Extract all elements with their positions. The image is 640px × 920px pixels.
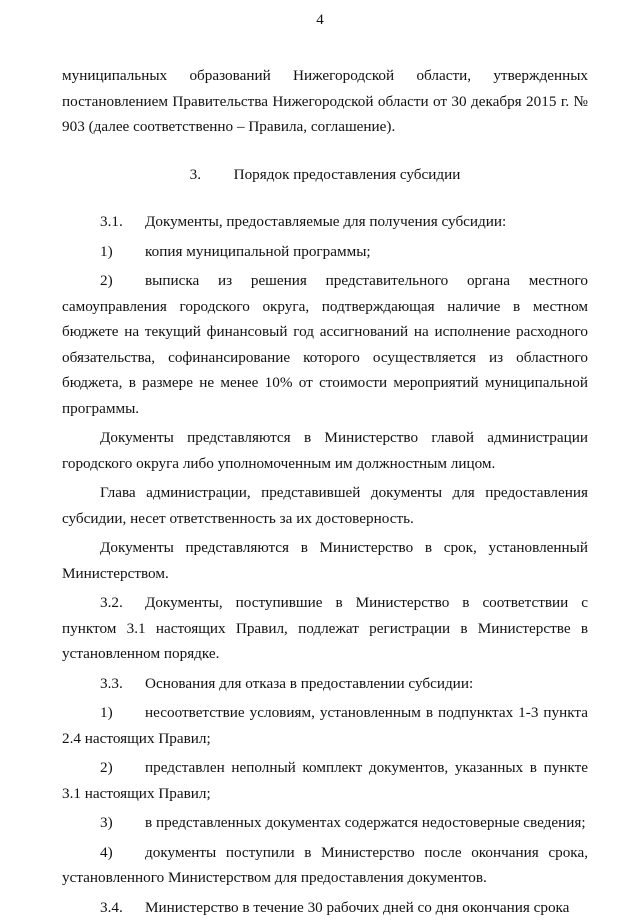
item-text: Документы, поступившие в Министерство в соответствии с пунктом 3.1 настоящих Правил, подлежат регистрации в Министерстве в установленном порядке.	[62, 590, 588, 667]
intro-paragraph: муниципальных образований Нижегородской области, утвержденных постановлением Правительства Нижегородской области от 30 декабря 2015 г. № 903 (далее соответственно – Правила, соглашение).	[62, 63, 588, 140]
item-number: 3.2.	[100, 590, 145, 616]
item-number: 3.1.	[100, 209, 145, 235]
item-text: выписка из решения представительного органа местного самоуправления городского округа, подтверждающая наличие в местном бюджете на текущий финансовый год ассигнований на исполнение расходного обязательства, софинансирование которого осуществляется из областного бюджета, в размере не менее 10% от стоимости мероприятий муниципальной программы.	[62, 268, 588, 421]
item-text: несоответствие условиям, установленным в подпунктах 1-3 пункта 2.4 настоящих Правил;	[62, 700, 588, 751]
paragraph-deadline: Документы представляются в Министерство в срок, установленный Министерством.	[62, 535, 588, 586]
list-item-3-1	[62, 209, 588, 235]
paragraph-documents-submitted: Документы представляются в Министерство главой администрации городского округа либо уполномоченным им должностным лицом.	[62, 425, 588, 476]
item-text: Документы, предоставляемые для получения субсидии:	[100, 209, 588, 235]
section-heading	[62, 162, 588, 188]
paragraph-head-responsibility: Глава администрации, представившей документы для предоставления субсидии, несет ответственность за их достоверность.	[62, 480, 588, 531]
item-text: представлен неполный комплект документов, указанных в пункте 3.1 настоящих Правил;	[62, 755, 588, 806]
item-number: 2)	[100, 755, 145, 781]
document-body	[62, 63, 588, 920]
item-text: Министерство в течение 30 рабочих дней со дня окончания срока	[62, 895, 588, 920]
list-item-3-2	[62, 590, 588, 667]
list-item-3-3-4	[62, 840, 588, 891]
section-title: Порядок предоставления субсидии	[234, 166, 461, 183]
item-number: 1)	[100, 239, 145, 265]
item-number: 2)	[100, 268, 145, 294]
item-number: 1)	[100, 700, 145, 726]
item-number: 3.3.	[100, 671, 145, 697]
list-item-3-3-1	[62, 700, 588, 751]
section-number: 3.	[190, 162, 234, 188]
item-number: 3)	[100, 810, 145, 836]
page-number: 4	[0, 12, 640, 29]
item-text: документы поступили в Министерство после окончания срока, установленного Министерством для предоставления документов.	[62, 840, 588, 891]
list-item-3-3	[62, 671, 588, 697]
item-number: 4)	[100, 840, 145, 866]
list-item-3-3-2	[62, 755, 588, 806]
item-text: Основания для отказа в предоставлении субсидии:	[100, 671, 588, 697]
list-item-3-1-2	[62, 268, 588, 421]
list-item-3-3-3	[62, 810, 588, 836]
item-text: в представленных документах содержатся недостоверные сведения;	[100, 810, 588, 836]
item-text: копия муниципальной программы;	[100, 239, 588, 265]
list-item-3-4	[62, 895, 588, 920]
list-item-3-1-1	[62, 239, 588, 265]
item-number: 3.4.	[100, 895, 145, 920]
